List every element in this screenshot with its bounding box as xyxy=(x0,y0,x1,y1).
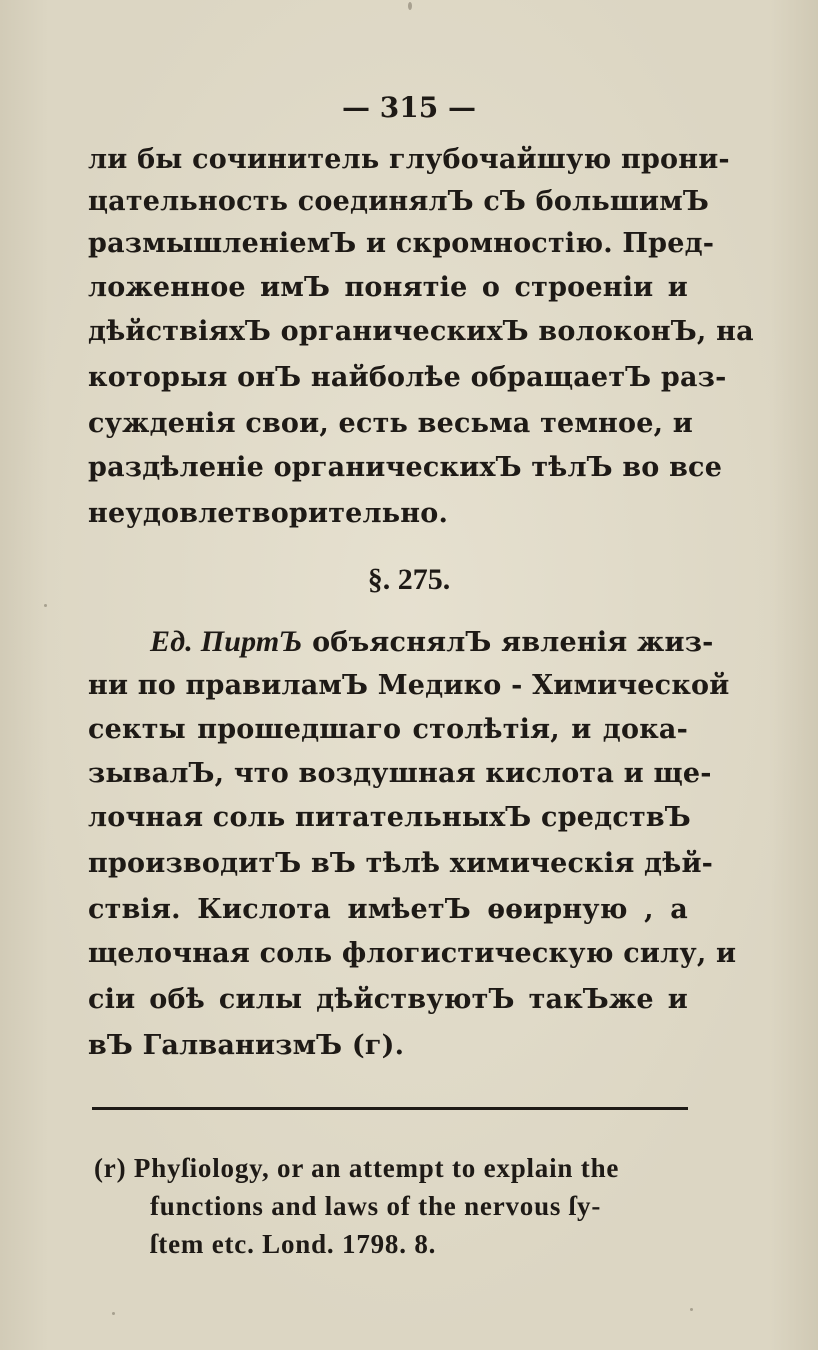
footnote-line: ſtem etc. Lond. 1798. 8. xyxy=(150,1229,437,1259)
text-fragment: объяснялЪ явленія жиз- xyxy=(312,627,714,658)
footnote-divider xyxy=(92,1107,688,1110)
footnote-line: (r) Phyſiology, or an attempt to explain the xyxy=(94,1153,620,1183)
text-line: ложенное имЪ понятіе о строеніи и xyxy=(88,272,688,303)
text-line: дѣйствіяхЪ органическихЪ волоконЪ, на xyxy=(88,316,754,347)
text-line: цательность соединялЪ сЪ большимЪ xyxy=(88,186,709,217)
paper-speck xyxy=(44,604,47,607)
text-line: сужденія свои, есть весьма темное, и xyxy=(88,408,694,439)
text-line: секты прошедшаго столѣтія, и дока- xyxy=(88,714,688,745)
text-line: которыя онЪ найболѣе обращаетЪ раз- xyxy=(88,362,727,393)
text-line: ствія. Кислота имѣетЪ ѳѳирную , а xyxy=(88,894,688,925)
text-line: размышленіемЪ и скромностію. Пред- xyxy=(88,228,715,259)
footnote-line: functions and laws of the nervous ſy- xyxy=(150,1191,602,1221)
text-line: ни по правиламЪ Медико - Химической xyxy=(88,670,730,701)
text-line: щелочная соль флогистическую силу, и xyxy=(88,938,737,969)
paper-speck xyxy=(408,2,412,10)
paper-speck xyxy=(112,1312,115,1315)
text-line: ли бы сочинитель глубочайшую прони- xyxy=(88,144,730,175)
author-name: Ед. ПиртЪ xyxy=(150,625,303,658)
paper-speck xyxy=(690,1308,693,1311)
text-line: производитЪ вЪ тѣлѣ химическія дѣй- xyxy=(88,848,714,879)
text-line: зывалЪ, что воздушная кислота и ще- xyxy=(88,758,712,789)
page-number-header: — 315 — xyxy=(342,91,476,124)
text-line: лочная соль питательныхЪ средствЪ xyxy=(88,802,691,833)
text-line: вЪ ГалванизмЪ (г). xyxy=(88,1030,405,1061)
text-line: сіи обѣ силы дѣйствуютЪ такЪже и xyxy=(88,984,688,1015)
paragraph-first-line xyxy=(150,624,714,660)
text-line: неудовлетворительно. xyxy=(88,498,449,529)
section-heading: §. 275. xyxy=(367,563,451,596)
text-line: раздѣленіе органическихЪ тѣлЪ во все xyxy=(88,452,723,483)
